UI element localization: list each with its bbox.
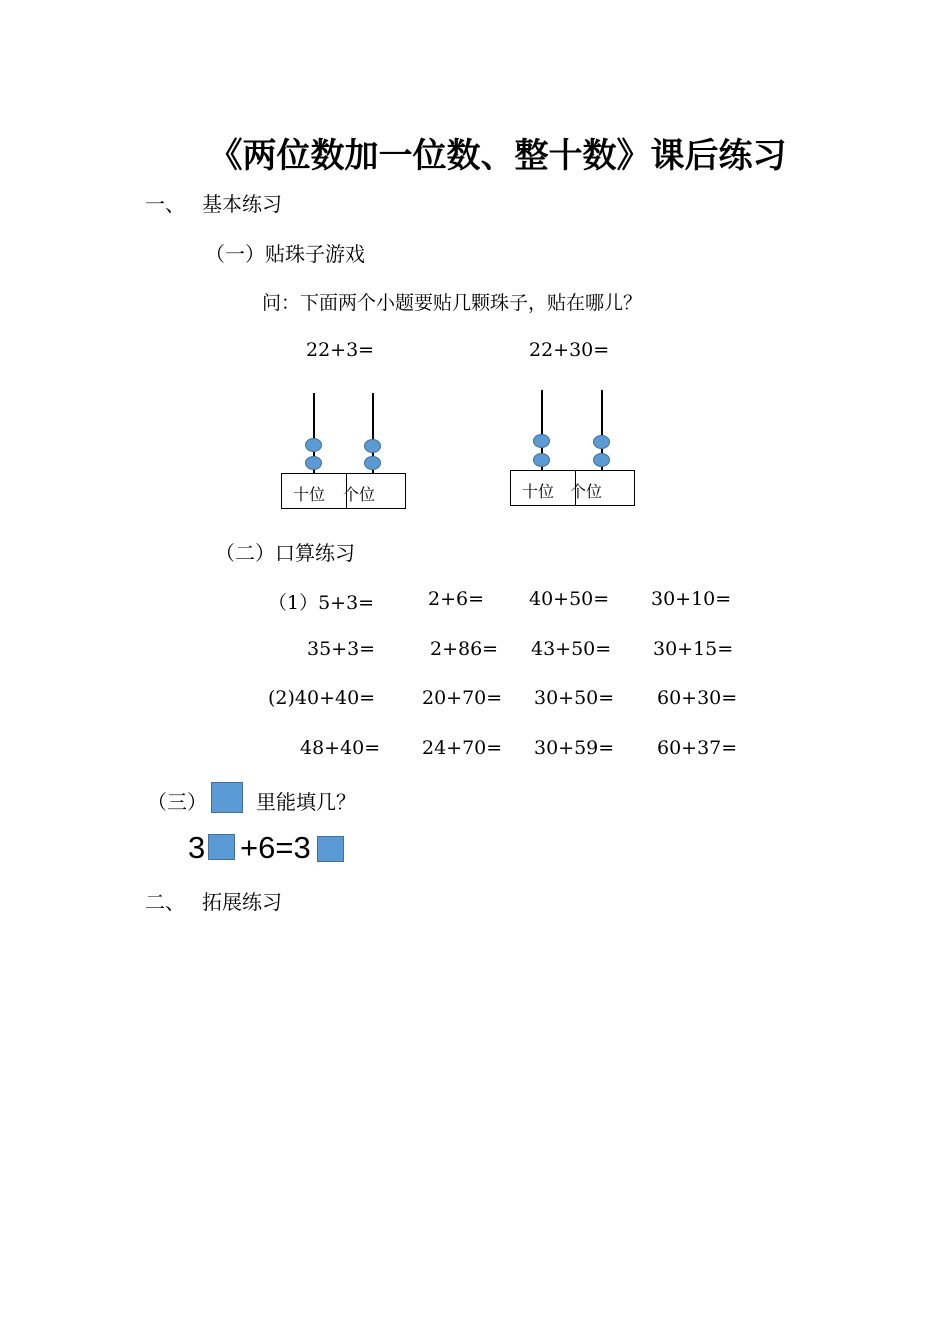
bead [305,456,322,470]
arith-item: 60+37= [657,737,738,759]
tens-label: 十位 [522,482,555,501]
arith-item: 30+59= [534,737,615,759]
arith-item: 40+50= [529,588,610,610]
section-1-number: 一、 [145,192,185,216]
part-2-heading: （二）口算练习 [215,541,355,565]
equation-rest: +6=3 [240,830,311,865]
part-1-question: 问：下面两个小题要贴几颗珠子，贴在哪儿？ [262,292,643,314]
arith-item: 20+70= [422,687,503,709]
abacus-right-expression: 22+30= [529,339,610,361]
ones-label: 个位 [570,482,603,501]
abacus-right [510,390,636,508]
tens-label: 十位 [293,485,326,504]
arith-item: 30+50= [534,687,615,709]
bead [533,434,550,448]
page-title: 《两位数加一位数、整十数》课后练习 [208,136,787,176]
part-3-prefix: （三） [147,790,207,814]
equation-digit: 3 [188,830,206,865]
arith-item: 2+6= [428,588,485,610]
arith-item: (2)40+40= [268,687,376,709]
place-value-box [281,473,406,509]
section-2-label: 拓展练习 [202,890,282,914]
arith-item: 43+50= [531,638,612,660]
abacus-left-expression: 22+3= [306,339,375,361]
blank-square-icon [317,836,344,862]
arith-item: 24+70= [422,737,503,759]
blank-square-icon [208,834,235,860]
arith-item: 60+30= [657,687,738,709]
part-3-prompt: 里能填几？ [256,790,356,814]
abacus-left [281,393,407,510]
arith-item: 2+86= [430,638,499,660]
bead [533,453,550,467]
arith-item: 30+10= [651,588,732,610]
bead [593,453,610,467]
bead [364,456,381,470]
arith-item: 35+3= [307,638,376,660]
blank-square-icon [211,782,243,813]
section-2-number: 二、 [145,890,185,914]
ones-label: 个位 [343,485,376,504]
bead [593,435,610,449]
section-1-label: 基本练习 [202,192,282,216]
arith-item: 30+15= [653,638,734,660]
place-value-box [510,470,635,506]
part-1-heading: （一）贴珠子游戏 [205,242,365,266]
arith-item: （1）5+3= [268,592,375,614]
bead [364,439,381,453]
bead [305,438,322,452]
arith-item: 48+40= [300,737,381,759]
